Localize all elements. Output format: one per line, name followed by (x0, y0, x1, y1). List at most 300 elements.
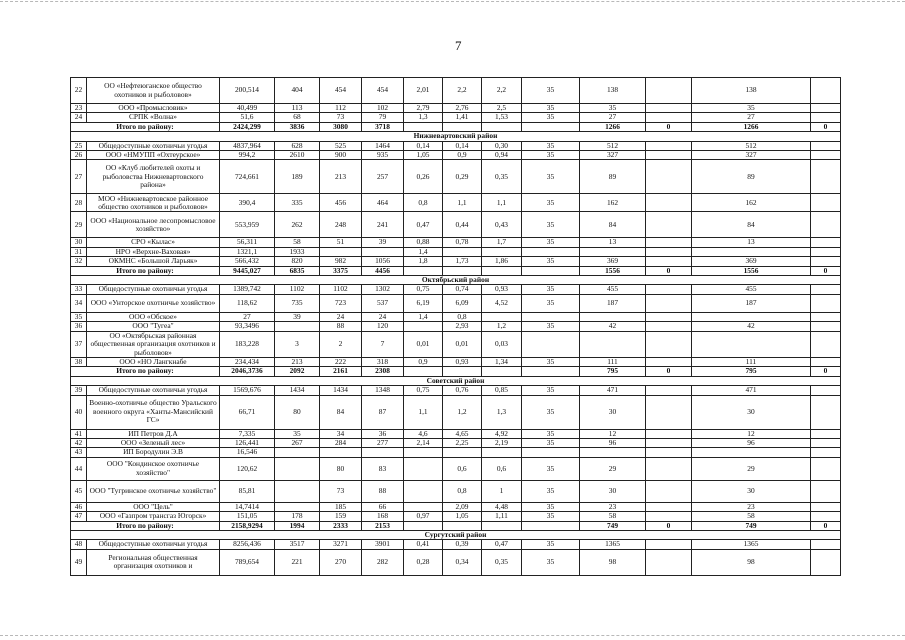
value-cell: 84 (692, 212, 811, 238)
table-row (71, 257, 841, 266)
total-value-cell: 1994 (275, 521, 320, 530)
value-cell: 327 (692, 151, 811, 160)
value-cell: 189 (275, 160, 320, 194)
table-row (71, 212, 841, 238)
organization-cell: ООО "Цель" (87, 502, 220, 511)
value-cell: 4,48 (482, 502, 522, 511)
organization-cell: ИП Бородулин Э.В (87, 448, 220, 457)
value-cell (482, 247, 522, 256)
value-cell (320, 448, 362, 457)
value-cell: 83 (362, 457, 404, 480)
value-cell: 1,11 (482, 512, 522, 521)
table-row (71, 448, 841, 457)
total-value-cell: 795 (692, 367, 811, 376)
total-value-cell: 0 (646, 122, 692, 131)
value-cell: 464 (362, 194, 404, 212)
value-cell: 4,6 (404, 429, 443, 438)
total-value-cell: 1556 (580, 266, 646, 275)
row-number-cell: 26 (71, 151, 87, 160)
value-cell: 0,30 (482, 141, 522, 150)
value-cell (646, 331, 692, 357)
value-cell (811, 294, 841, 312)
value-cell: 151,05 (220, 512, 275, 521)
value-cell: 13 (580, 238, 646, 247)
value-cell: 0,6 (482, 457, 522, 480)
organization-cell: ООО «Унторское охотничье хозяйство» (87, 294, 220, 312)
value-cell (404, 502, 443, 511)
value-cell: 178 (275, 512, 320, 521)
value-cell: 187 (692, 294, 811, 312)
organization-cell: Общедоступные охотничьи угодья (87, 386, 220, 395)
value-cell: 58 (275, 238, 320, 247)
value-cell: 162 (580, 194, 646, 212)
value-cell: 58 (692, 512, 811, 521)
value-cell: 138 (580, 78, 646, 104)
value-cell: 284 (320, 438, 362, 447)
total-value-cell: 3836 (275, 122, 320, 131)
organization-cell: ОО «Октябрьская районная общественная организация охотников и рыболовов» (87, 331, 220, 357)
value-cell: 35 (522, 141, 580, 150)
value-cell: 80 (320, 457, 362, 480)
value-cell: 185 (320, 502, 362, 511)
total-value-cell: 3080 (320, 122, 362, 131)
value-cell (811, 151, 841, 160)
value-cell: 1,53 (482, 113, 522, 122)
row-number-cell: 31 (71, 247, 87, 256)
value-cell: 455 (692, 285, 811, 294)
total-value-cell: 9445,027 (220, 266, 275, 275)
value-cell: 87 (362, 395, 404, 429)
total-value-cell (404, 521, 443, 530)
value-cell: 327 (580, 151, 646, 160)
value-cell: 222 (320, 357, 362, 366)
value-cell (522, 312, 580, 321)
total-value-cell: 0 (811, 521, 841, 530)
value-cell (646, 151, 692, 160)
organization-cell: Военно-охотничье общество Уральского военного округа «Ханты-Мансийский ГС» (87, 395, 220, 429)
value-cell: 471 (692, 386, 811, 395)
value-cell: 935 (362, 151, 404, 160)
value-cell (811, 113, 841, 122)
value-cell: 23 (580, 502, 646, 511)
table-row (71, 104, 841, 113)
table-row (71, 429, 841, 438)
value-cell: 0,35 (482, 549, 522, 575)
value-cell: 73 (320, 480, 362, 502)
table-row (71, 549, 841, 575)
table-row (71, 395, 841, 429)
value-cell: 35 (522, 104, 580, 113)
value-cell: 35 (522, 151, 580, 160)
value-cell (811, 78, 841, 104)
value-cell (646, 429, 692, 438)
value-cell: 0,29 (443, 160, 482, 194)
organization-cell: ООО «Промысловик» (87, 104, 220, 113)
total-value-cell (522, 122, 580, 131)
organization-cell: МОО «Нижневартовское районное общество охотников и рыболовов» (87, 194, 220, 212)
organization-cell: ООО «Газпром трансгаз Югорск» (87, 512, 220, 521)
value-cell (811, 395, 841, 429)
value-cell: 6,19 (404, 294, 443, 312)
value-cell: 2,09 (443, 502, 482, 511)
organization-cell: Общедоступные охотничьи угодья (87, 540, 220, 549)
table-row (71, 512, 841, 521)
value-cell (646, 386, 692, 395)
value-cell: 1,1 (404, 395, 443, 429)
value-cell: 96 (692, 438, 811, 447)
value-cell (811, 549, 841, 575)
value-cell: 0,39 (443, 540, 482, 549)
value-cell: 35 (522, 285, 580, 294)
value-cell (646, 512, 692, 521)
value-cell: 1,8 (404, 257, 443, 266)
total-value-cell: 0 (646, 521, 692, 530)
value-cell: 84 (320, 395, 362, 429)
value-cell: 1,2 (482, 322, 522, 331)
value-cell: 2,93 (443, 322, 482, 331)
value-cell: 471 (580, 386, 646, 395)
value-cell (646, 238, 692, 247)
value-cell: 27 (692, 113, 811, 122)
value-cell (362, 247, 404, 256)
total-value-cell (522, 367, 580, 376)
value-cell: 73 (320, 113, 362, 122)
value-cell: 35 (522, 502, 580, 511)
value-cell: 35 (522, 78, 580, 104)
district-total-row (71, 521, 841, 530)
value-cell: 51,6 (220, 113, 275, 122)
value-cell: 1,73 (443, 257, 482, 266)
value-cell: 4,92 (482, 429, 522, 438)
value-cell: 390,4 (220, 194, 275, 212)
value-cell: 40,499 (220, 104, 275, 113)
value-cell: 0,03 (482, 331, 522, 357)
value-cell (646, 104, 692, 113)
total-value-cell: 2161 (320, 367, 362, 376)
value-cell (692, 312, 811, 321)
value-cell: 2,76 (443, 104, 482, 113)
value-cell: 1102 (275, 285, 320, 294)
total-value-cell: 2308 (362, 367, 404, 376)
value-cell: 7 (362, 331, 404, 357)
value-cell (275, 448, 320, 457)
value-cell: 27 (580, 113, 646, 122)
row-number-cell: 38 (71, 357, 87, 366)
value-cell: 34 (320, 429, 362, 438)
value-cell: 27 (220, 312, 275, 321)
row-number-cell: 42 (71, 438, 87, 447)
value-cell: 24 (362, 312, 404, 321)
total-value-cell: 2046,3736 (220, 367, 275, 376)
value-cell: 30 (692, 395, 811, 429)
value-cell: 282 (362, 549, 404, 575)
row-number-cell: 47 (71, 512, 87, 521)
value-cell (522, 247, 580, 256)
value-cell: 1365 (692, 540, 811, 549)
value-cell (811, 322, 841, 331)
value-cell: 35 (522, 160, 580, 194)
value-cell: 35 (522, 212, 580, 238)
row-number-cell: 34 (71, 294, 87, 312)
table-row (71, 438, 841, 447)
district-header-row (71, 132, 841, 141)
total-value-cell: 0 (811, 122, 841, 131)
value-cell: 35 (692, 104, 811, 113)
table-row (71, 160, 841, 194)
value-cell (580, 331, 646, 357)
value-cell: 0,9 (443, 151, 482, 160)
district-name: Октябрьский район (71, 276, 841, 285)
value-cell: 35 (522, 294, 580, 312)
value-cell (443, 247, 482, 256)
value-cell: 93,3496 (220, 322, 275, 331)
table-row (71, 238, 841, 247)
table-row (71, 247, 841, 256)
total-value-cell: 749 (692, 521, 811, 530)
value-cell: 0,75 (404, 285, 443, 294)
value-cell: 35 (522, 512, 580, 521)
value-cell: 2,5 (482, 104, 522, 113)
table-row (71, 457, 841, 480)
value-cell: 35 (522, 238, 580, 247)
table-row (71, 151, 841, 160)
value-cell: 29 (580, 457, 646, 480)
value-cell: 1,05 (404, 151, 443, 160)
row-number-cell: 29 (71, 212, 87, 238)
value-cell: 30 (692, 480, 811, 502)
value-cell: 1365 (580, 540, 646, 549)
value-cell: 221 (275, 549, 320, 575)
value-cell (646, 312, 692, 321)
value-cell: 2 (320, 331, 362, 357)
table-row (71, 480, 841, 502)
value-cell: 0,01 (404, 331, 443, 357)
organization-cell: Общедоступные охотничьи угодья (87, 141, 220, 150)
value-cell: 1,1 (443, 194, 482, 212)
value-cell: 789,654 (220, 549, 275, 575)
value-cell (275, 322, 320, 331)
value-cell (811, 502, 841, 511)
value-cell: 35 (522, 322, 580, 331)
value-cell: 0,34 (443, 549, 482, 575)
value-cell: 66 (362, 502, 404, 511)
value-cell: 35 (522, 395, 580, 429)
value-cell (275, 480, 320, 502)
value-cell: 1569,676 (220, 386, 275, 395)
table-row (71, 78, 841, 104)
organization-cell: СРПК «Волна» (87, 113, 220, 122)
value-cell: 159 (320, 512, 362, 521)
value-cell (646, 141, 692, 150)
value-cell: 3901 (362, 540, 404, 549)
value-cell: 213 (275, 357, 320, 366)
value-cell: 13 (692, 238, 811, 247)
total-value-cell (404, 122, 443, 131)
value-cell: 369 (692, 257, 811, 266)
value-cell: 270 (320, 549, 362, 575)
value-cell: 0,8 (443, 312, 482, 321)
table-row (71, 312, 841, 321)
value-cell: 0,47 (482, 540, 522, 549)
value-cell: 111 (692, 357, 811, 366)
value-cell: 35 (522, 257, 580, 266)
total-value-cell: 2092 (275, 367, 320, 376)
value-cell: 24 (320, 312, 362, 321)
total-value-cell: 3718 (362, 122, 404, 131)
value-cell: 12 (580, 429, 646, 438)
organization-cell: ООО «Национальное лесопромысловое хозяйство» (87, 212, 220, 238)
value-cell: 1434 (320, 386, 362, 395)
total-value-cell: 1266 (692, 122, 811, 131)
total-value-cell: 749 (580, 521, 646, 530)
row-number-cell: 43 (71, 448, 87, 457)
district-header-row (71, 530, 841, 539)
total-value-cell: 4456 (362, 266, 404, 275)
value-cell: 98 (580, 549, 646, 575)
district-name: Сургутский район (71, 530, 841, 539)
row-number-cell: 27 (71, 160, 87, 194)
total-label: Итого по району: (71, 521, 220, 530)
value-cell (646, 247, 692, 256)
value-cell: 1,7 (482, 238, 522, 247)
value-cell: 820 (275, 257, 320, 266)
value-cell: 1,2 (443, 395, 482, 429)
value-cell: 1302 (362, 285, 404, 294)
organization-cell: ОО «Нефтеюганское общество охотников и рыболовов» (87, 78, 220, 104)
value-cell (646, 78, 692, 104)
value-cell: 35 (275, 429, 320, 438)
value-cell (811, 512, 841, 521)
value-cell: 277 (362, 438, 404, 447)
value-cell: 58 (580, 512, 646, 521)
total-value-cell: 795 (580, 367, 646, 376)
row-number-cell: 24 (71, 113, 87, 122)
row-number-cell: 39 (71, 386, 87, 395)
value-cell: 183,228 (220, 331, 275, 357)
value-cell (646, 357, 692, 366)
value-cell: 35 (522, 438, 580, 447)
value-cell: 1,3 (404, 113, 443, 122)
row-number-cell: 32 (71, 257, 87, 266)
total-value-cell: 3375 (320, 266, 362, 275)
value-cell: 168 (362, 512, 404, 521)
value-cell (811, 194, 841, 212)
row-number-cell: 41 (71, 429, 87, 438)
value-cell: 0,93 (443, 357, 482, 366)
value-cell (811, 480, 841, 502)
value-cell (646, 113, 692, 122)
value-cell: 2,14 (404, 438, 443, 447)
value-cell: 512 (692, 141, 811, 150)
value-cell: 56,311 (220, 238, 275, 247)
value-cell: 96 (580, 438, 646, 447)
total-label: Итого по району: (71, 122, 220, 131)
row-number-cell: 37 (71, 331, 87, 357)
value-cell: 35 (522, 113, 580, 122)
total-value-cell: 2424,299 (220, 122, 275, 131)
value-cell: 455 (580, 285, 646, 294)
value-cell: 1,41 (443, 113, 482, 122)
total-value-cell: 0 (646, 266, 692, 275)
organization-cell: ОКМНС «Большой Ларьяк» (87, 257, 220, 266)
value-cell (811, 104, 841, 113)
table-row (71, 141, 841, 150)
value-cell: 35 (522, 540, 580, 549)
value-cell (811, 212, 841, 238)
row-number-cell: 22 (71, 78, 87, 104)
row-number-cell: 36 (71, 322, 87, 331)
value-cell (811, 331, 841, 357)
value-cell: 318 (362, 357, 404, 366)
total-value-cell: 0 (811, 266, 841, 275)
value-cell: 30 (580, 480, 646, 502)
value-cell: 1933 (275, 247, 320, 256)
value-cell: 335 (275, 194, 320, 212)
value-cell (522, 331, 580, 357)
total-value-cell (482, 122, 522, 131)
value-cell (811, 141, 841, 150)
value-cell (646, 395, 692, 429)
value-cell: 262 (275, 212, 320, 238)
organization-cell: ООО "Тугеа" (87, 322, 220, 331)
value-cell: 84 (580, 212, 646, 238)
value-cell: 0,97 (404, 512, 443, 521)
organization-cell: Региональная общественная организация охотников и (87, 549, 220, 575)
value-cell: 35 (522, 194, 580, 212)
value-cell: 102 (362, 104, 404, 113)
value-cell (482, 312, 522, 321)
total-value-cell: 0 (646, 367, 692, 376)
value-cell: 566,432 (220, 257, 275, 266)
value-cell: 213 (320, 160, 362, 194)
organization-cell: НРО «Верхне-Ваховая» (87, 247, 220, 256)
value-cell (646, 285, 692, 294)
value-cell: 4,52 (482, 294, 522, 312)
value-cell: 39 (275, 312, 320, 321)
value-cell (646, 448, 692, 457)
value-cell: 0,41 (404, 540, 443, 549)
total-value-cell: 2153 (362, 521, 404, 530)
value-cell: 35 (522, 549, 580, 575)
value-cell: 1,86 (482, 257, 522, 266)
value-cell: 42 (692, 322, 811, 331)
value-cell: 0,8 (443, 480, 482, 502)
total-value-cell: 2158,9294 (220, 521, 275, 530)
value-cell: 118,62 (220, 294, 275, 312)
value-cell (811, 438, 841, 447)
value-cell: 2,25 (443, 438, 482, 447)
value-cell: 23 (692, 502, 811, 511)
value-cell (646, 322, 692, 331)
organization-cell: ООО «НО Лангкнабе (87, 357, 220, 366)
value-cell: 98 (692, 549, 811, 575)
value-cell (646, 480, 692, 502)
value-cell (811, 386, 841, 395)
value-cell: 120 (362, 322, 404, 331)
value-cell (646, 257, 692, 266)
value-cell (275, 457, 320, 480)
value-cell: 0,75 (404, 386, 443, 395)
value-cell: 1434 (275, 386, 320, 395)
value-cell (580, 448, 646, 457)
row-number-cell: 49 (71, 549, 87, 575)
value-cell (646, 549, 692, 575)
value-cell (646, 438, 692, 447)
value-cell: 0,78 (443, 238, 482, 247)
district-name: Нижневартовский район (71, 132, 841, 141)
value-cell (811, 540, 841, 549)
value-cell: 369 (580, 257, 646, 266)
